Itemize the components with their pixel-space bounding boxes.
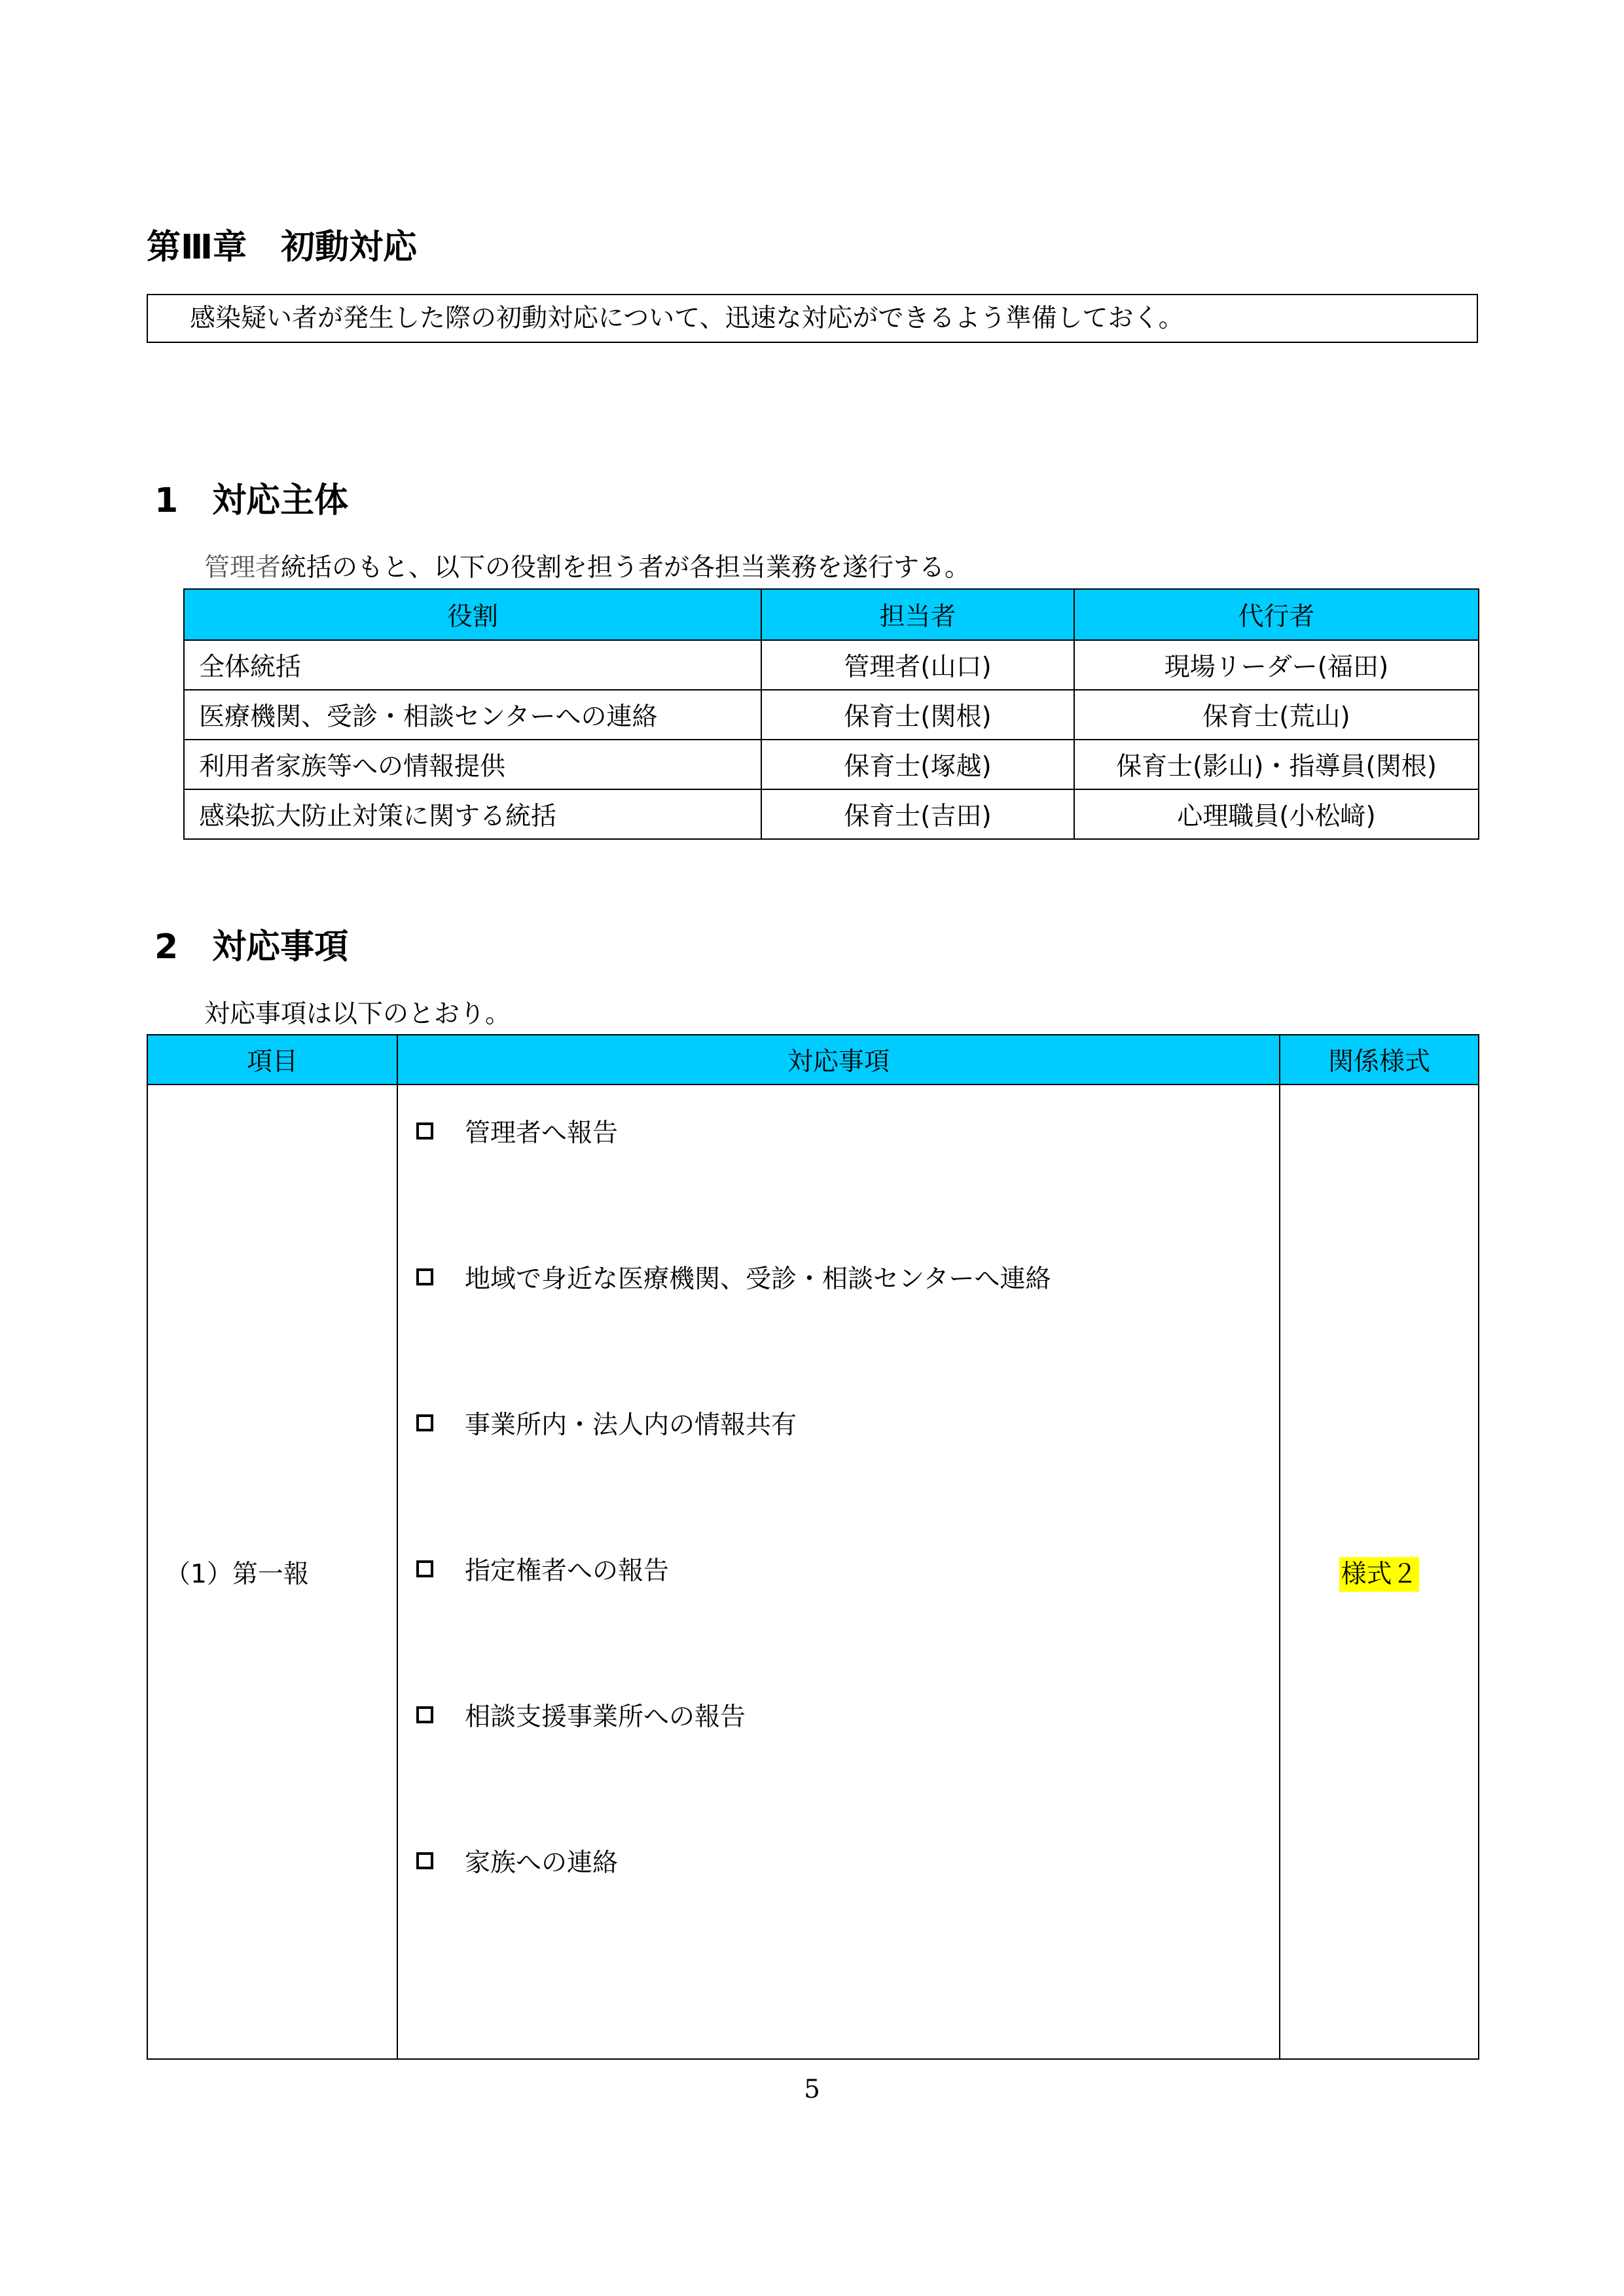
checkbox-icon[interactable] [416,1414,433,1431]
role-cell: 利用者家族等への情報提供 [184,740,761,789]
lead-rest: 統括のもと、以下の役割を担う者が各担当業務を遂行する。 [281,553,971,583]
deputy-cell: 保育士(荒山) [1074,690,1479,740]
actions-header-row [147,1035,1479,1085]
table-row [184,640,1479,690]
actions-header-forms: 関係様式 [1280,1035,1479,1085]
list-item [416,1551,669,1587]
intro-text: 感染疑い者が発生した際の初動対応について、迅速な対応ができるよう準備しておく。 [190,304,1184,333]
action-label: 家族への連絡 [465,1848,619,1878]
checkbox-icon[interactable] [416,1560,433,1577]
chapter-title: 第Ⅲ章 初動対応 [147,228,418,267]
action-label: 指定権者への報告 [465,1556,670,1586]
checkbox-icon[interactable] [416,1122,433,1139]
action-label: 相談支援事業所への報告 [465,1702,746,1732]
item-cell: （1）第一報 [147,1085,397,2059]
checkbox-icon[interactable] [416,1852,433,1869]
actions-header-actions: 対応事項 [397,1035,1280,1085]
role-cell: 医療機関、受診・相談センターへの連絡 [184,690,761,740]
section2-lead: 対応事項は以下のとおり。 [204,999,511,1029]
action-label: 地域で身近な医療機関、受診・相談センターへ連絡 [465,1265,1051,1294]
assignee-cell: 保育士(関根) [761,690,1074,740]
assignee-cell: 保育士(塚越) [761,740,1074,789]
list-item [416,1259,1051,1295]
list-item [416,1842,618,1879]
table-row [184,690,1479,740]
list-item [416,1696,746,1733]
form-reference: 様式２ [1339,1557,1418,1592]
table-row [184,789,1479,839]
table-row [184,740,1479,789]
list-item [416,1405,797,1441]
action-label: 管理者へ報告 [465,1119,619,1148]
section1-lead [204,547,970,584]
role-cell: 感染拡大防止対策に関する統括 [184,789,761,839]
section1-title: 1 対応主体 [154,481,349,520]
checkbox-icon[interactable] [416,1268,433,1285]
lead-admin: 管理者 [204,553,281,583]
form-cell [1280,1085,1479,2059]
list-item [416,1113,618,1149]
deputy-cell: 保育士(影山)・指導員(関根) [1074,740,1479,789]
section2-title: 2 対応事項 [154,927,349,967]
actions-header-item: 項目 [147,1035,397,1085]
deputy-cell: 現場リーダー(福田) [1074,640,1479,690]
deputy-cell: 心理職員(小松﨑) [1074,789,1479,839]
table-row [147,1085,1479,2059]
roles-header-role: 役割 [184,589,761,640]
role-cell: 全体統括 [184,640,761,690]
roles-header-assignee: 担当者 [761,589,1074,640]
actions-table [147,1034,1479,2060]
roles-header-row [184,589,1479,640]
action-label: 事業所内・法人内の情報共有 [465,1410,797,1440]
actions-list-cell [397,1085,1280,2059]
checkbox-icon[interactable] [416,1706,433,1723]
page-number: 5 [804,2075,820,2104]
intro-box [147,294,1478,343]
roles-header-deputy: 代行者 [1074,589,1479,640]
roles-table [183,588,1479,840]
assignee-cell: 保育士(吉田) [761,789,1074,839]
assignee-cell: 管理者(山口) [761,640,1074,690]
